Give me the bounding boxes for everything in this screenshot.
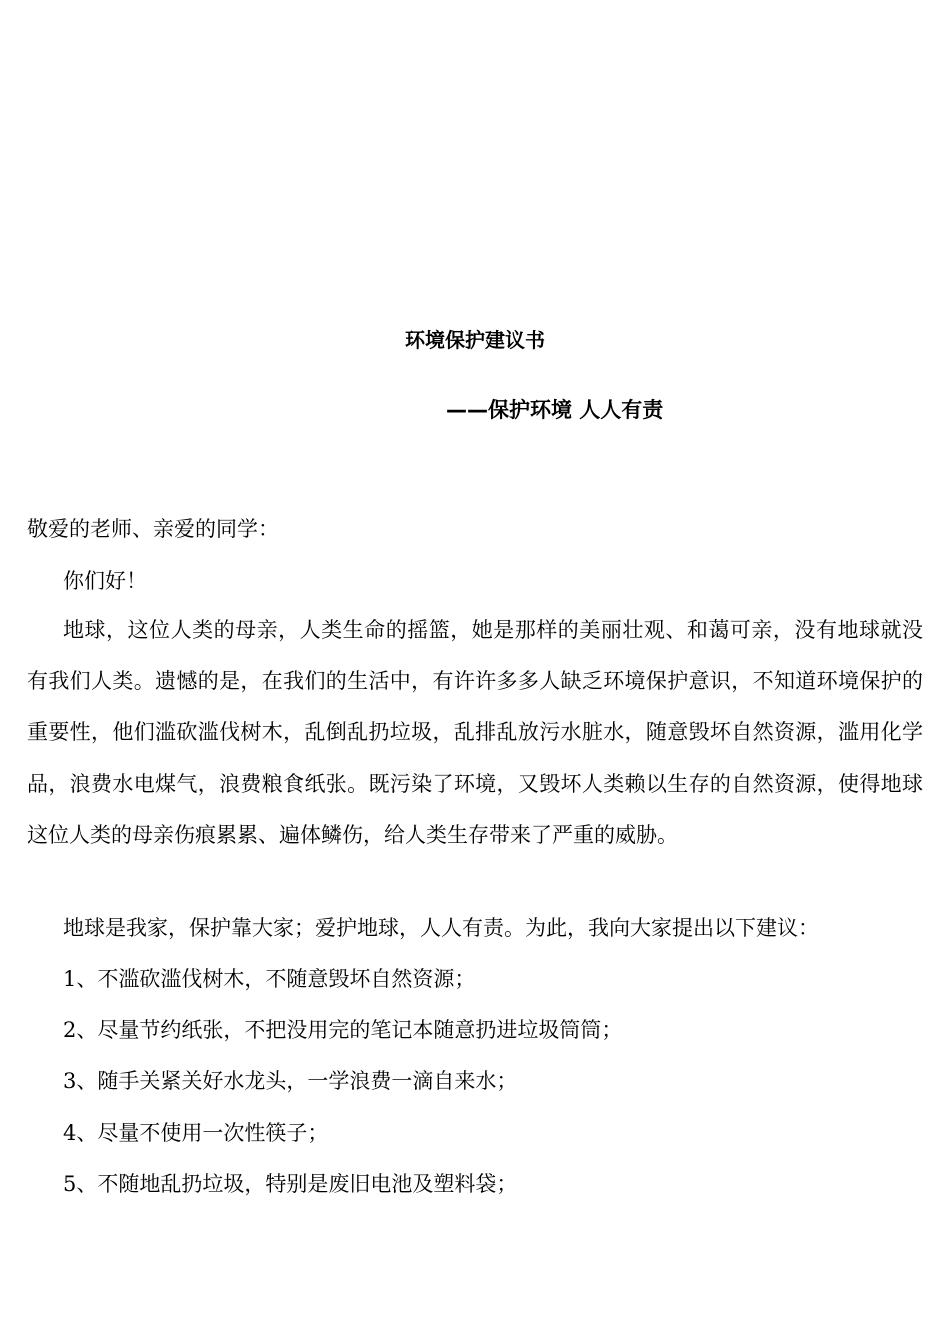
greeting: 你们好！ [63,569,147,593]
document-title: 环境保护建议书 [405,328,545,352]
body-paragraph-1: 地球，这位人类的母亲，人类生命的摇篮，她是那样的美丽壮观、和蔼可亲，没有地球就没有我们人类。遗憾的是，在我们的生活中，有许许多多人缺乏环境保护意识，不知道环境保护的重要性，他们滥砍滥伐树木，乱倒乱扔垃圾，乱排乱放污水脏水，随意毁坏自然资源，滥用化学品，浪费水电煤气，浪费粮食纸张。既污染了环境，又毁坏人类赖以生存的自然资源，使得地球这位人类的母亲伤痕累累、遍体鳞伤，给人类生存带来了严重的威胁。 [27,618,923,847]
suggestion-item: 2、尽量节约纸张，不把没用完的笔记本随意扔进垃圾筒筒； [63,1018,623,1043]
suggestion-item: 5、不随地乱扔垃圾，特别是废旧电池及塑料袋； [63,1171,518,1196]
suggestion-item: 1、不滥砍滥伐树木，不随意毁坏自然资源； [63,967,476,991]
suggestion-list [63,954,622,1210]
suggestion-item: 3、随手关紧关好水龙头，一学浪费一滴自来水； [63,1069,518,1094]
body-paragraph-2: 地球是我家，保护靠大家；爱护地球，人人有责。为此，我向大家提出以下建议： [63,916,819,940]
salutation: 敬爱的老师、亲爱的同学： [27,517,279,541]
suggestion-item: 4、尽量不使用一次性筷子； [63,1120,329,1145]
document-subtitle: ——保护环境 人人有责 [446,398,664,422]
